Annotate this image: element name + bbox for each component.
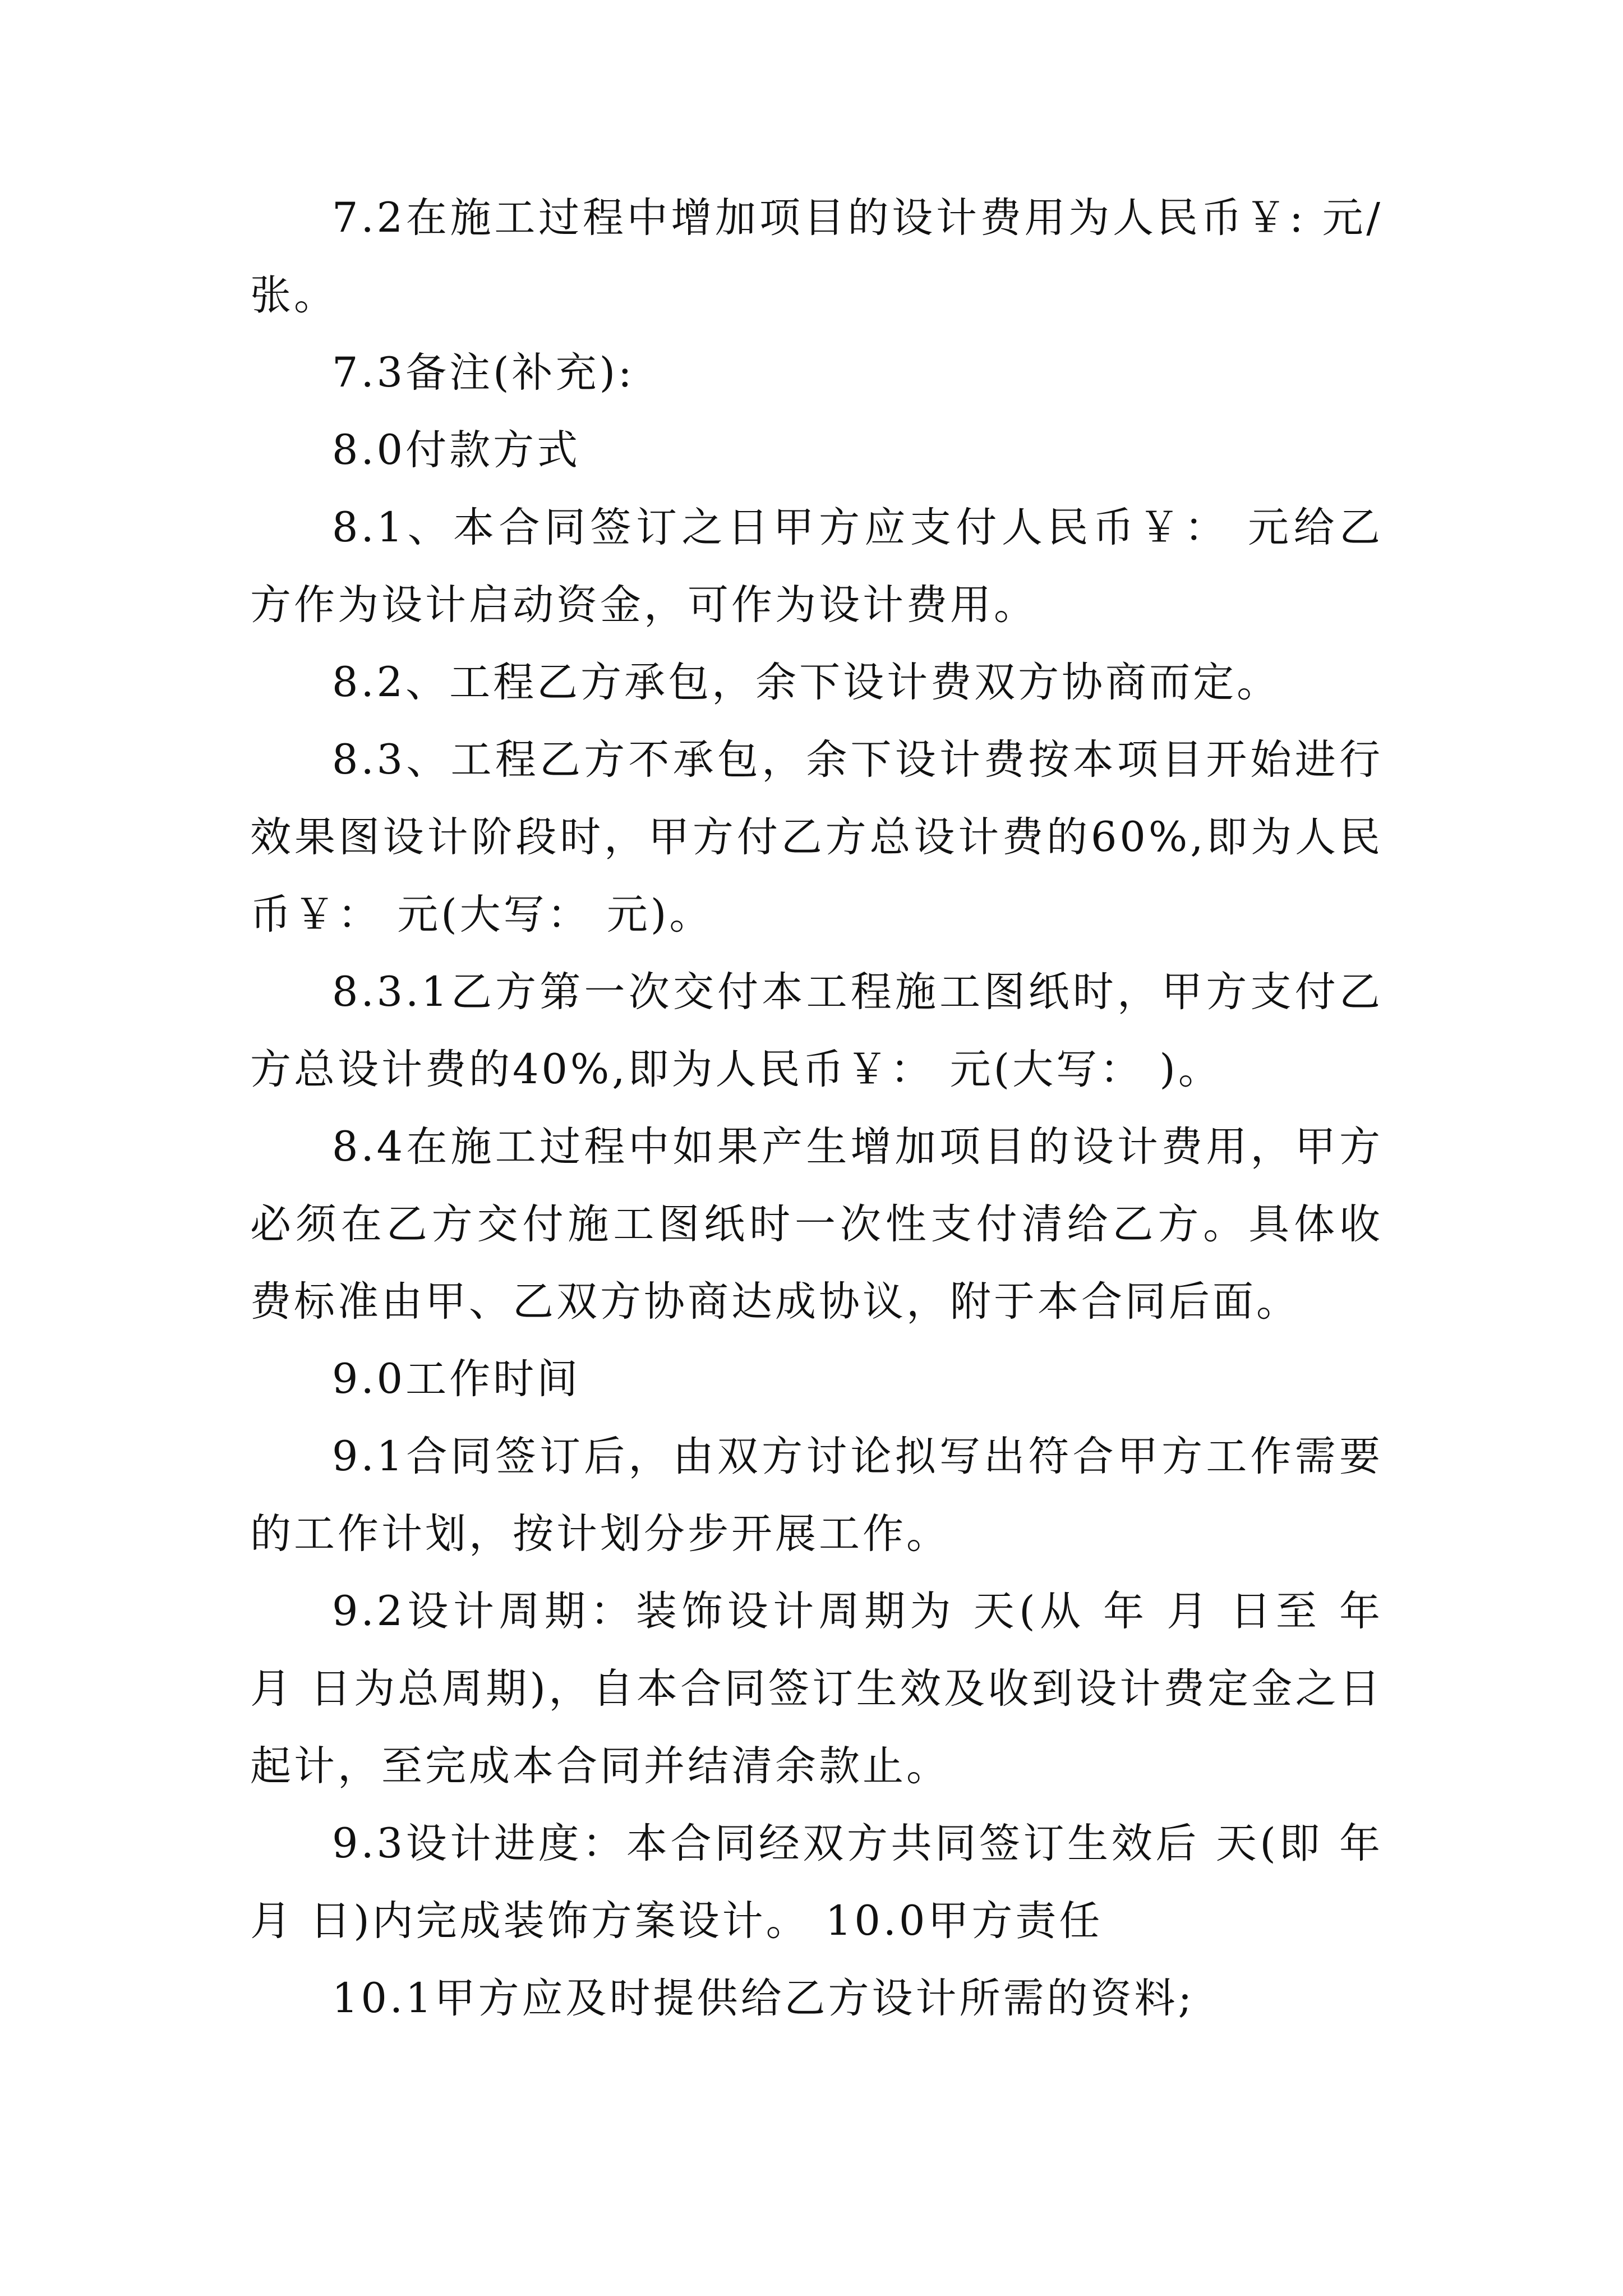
document-body: [250, 180, 1383, 2037]
heading-9-0: 9.0工作时间: [332, 1355, 581, 1403]
paragraph-8-3: 8.3、工程乙方不承包，余下设计费按本项目开始进行效果图设计阶段时，甲方付乙方总设计费的60%,即为人民币￥： 元(大写： 元)。: [250, 736, 1383, 938]
paragraph-9-2: 9.2设计周期：装饰设计周期为 天(从 年 月 日至 年 月 日为总周期)，自本合同签订生效及收到设计费定金之日起计，至完成本合同并结清余款止。: [250, 1588, 1383, 1790]
paragraph-8-1: 8.1、本合同签订之日甲方应支付人民币￥： 元给乙方作为设计启动资金，可作为设计费用。: [250, 504, 1383, 629]
paragraph-8-2: 8.2、工程乙方承包，余下设计费双方协商而定。: [332, 659, 1281, 706]
paragraph-9-1: 9.1合同签订后，由双方讨论拟写出符合甲方工作需要的工作计划，按计划分步开展工作。: [250, 1433, 1383, 1558]
paragraph-8-4: 8.4在施工过程中如果产生增加项目的设计费用，甲方必须在乙方交付施工图纸时一次性支付清给乙方。具体收费标准由甲、乙双方协商达成协议，附于本合同后面。: [250, 1123, 1383, 1326]
paragraph-7-2: 7.2在施工过程中增加项目的设计费用为人民币￥: 元/张。: [250, 194, 1383, 319]
heading-8-0: 8.0付款方式: [332, 426, 581, 474]
paragraph-8-3-1: 8.3.1乙方第一次交付本工程施工图纸时，甲方支付乙方总设计费的40%,即为人民币￥： 元(大写： )。: [250, 968, 1383, 1093]
paragraph-7-3: 7.3备注(补充):: [332, 349, 635, 397]
paragraph-10-1: 10.1甲方应及时提供给乙方设计所需的资料;: [332, 1975, 1195, 2022]
paragraph-9-3: 9.3设计进度：本合同经双方共同签订生效后 天(即 年 月 日)内完成装饰方案设计。 10.0甲方责任: [250, 1820, 1383, 1945]
